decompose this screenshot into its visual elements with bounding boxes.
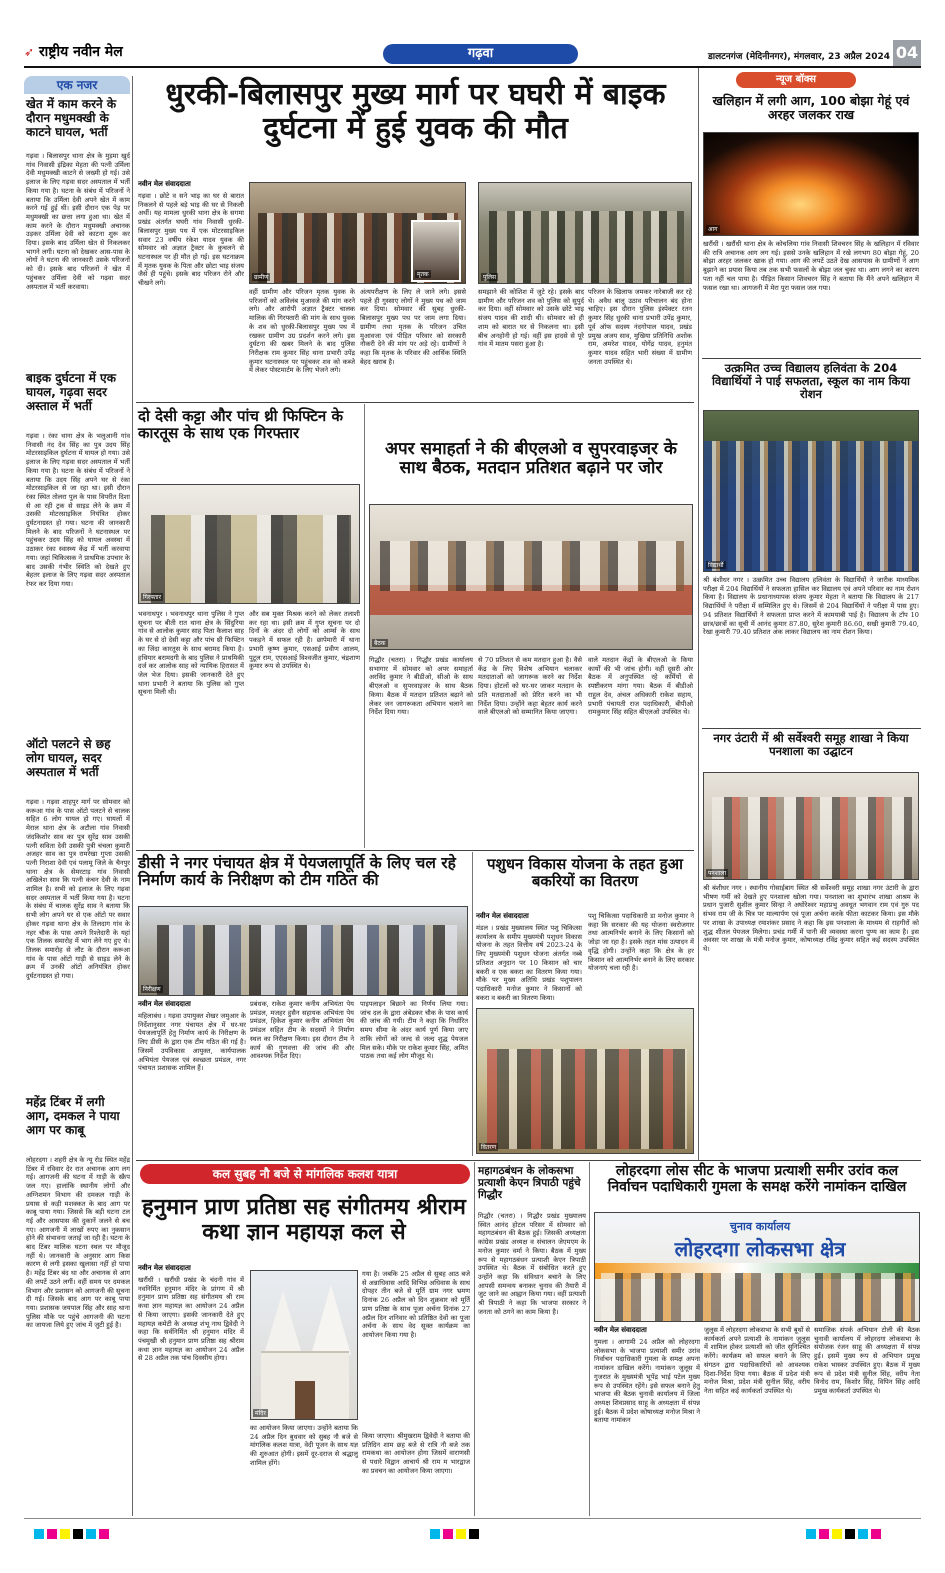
lead-crowd-caption: ग्रामीण [254, 274, 269, 281]
left-story-2-text: गढ़वा । रंका थाना क्षेत्र के भलुआनी गांव निवासी नंद देव सिंह का पुत्र उदय सिंह मोटरसाइकिल दुर्घटना में घायल हो गया। उसे इलाज के लिए गढ़वा सदर अस्पताल में भर्ती किया गया है। घटना के संबंध में परिजनों ने बताया कि उदय सिंह अपने घर से रंका मोटरसाइकिल से जा रहा था। इसी दौरान रंका स्थित तोलरा पुल के पास विपरीत दिशा से आ रही ट्रक से साइड लेने के क्रम में उसकी मोटरसाइकिल नियंत्रित होकर दुर्घटनाग्रस्त हो गया। घटना की जानकारी मिलने के बाद परिजनों ने घटनास्थल पर पहुंचकर उदय सिंह को घायल अवस्था में उठाकर रंका स्वास्थ्य केंद्र में भर्ती करवाया गया। जहां चिकित्सक ने प्राथमिक उपचार के बाद उसकी गंभीर स्थिति को देखते हुए बेहतर इलाज के लिए गढ़वा सदर अस्पताल रेफर कर दिया गया। [26, 432, 130, 588]
lead-text-5: परिजन के खिलाफ जमकर नारेबाजी कर रहे थे। अवैध बालू उठाव परिचालन बंद होना चाहिए। इस दौरान पुलिस इंस्पेक्टर रतन कुमार सिंह धुरकी थाना प्रभारी उपेंद्र कुमार, पूर्व ऑफ सदस्य नंदगोपाल यादव, प्रखंड प्रमुख अजय साव, मुखिया प्रतिनिधि अशोक राम, अमरेश यादव, योगेंद्र यादव, हनुमंत कुमार यादव सहित भारी संख्या में ग्रामीण जनता उपस्थित थे। [588, 288, 692, 366]
meeting-text-3: वाले मतदान केंद्रों के बीएलओ के किया कार्यों की भी जांच होगी। वहीं दूसरी ओर बैठक में अनुपस्थित रहे कर्मियों से स्पष्टीकरण मांगा गया। बैठक में बीडीओ राहुल देव, अंचल अधिकारी राकेश सहाय, प्रभारी पंचायती राज पदाधिकारी, बीपीओ रामकुमार सिंह सहित बीएलओ उपस्थित थे। [588, 656, 693, 717]
lohardaga-sign-2: लोहरदगा लोकसभा क्षेत्र [674, 1237, 846, 1261]
news-box-title [736, 72, 856, 88]
right-rule-1 [702, 358, 921, 359]
lead-headline: धुरकी-बिलासपुर मुख्य मार्ग पर घघरी में बाइक दुर्घटना में हुई युवक की मौत [165, 77, 666, 146]
dc-right-divider [472, 852, 473, 1156]
kalash-right-divider [474, 1162, 475, 1516]
section-banner [383, 44, 578, 64]
left-column-divider [132, 76, 133, 1516]
temple-photo [250, 1270, 358, 1420]
panshala-photo-caption: पनशाला [708, 870, 726, 877]
school-photo-caption: विद्यार्थी [708, 562, 724, 569]
arrest-figures [151, 515, 351, 603]
meeting-text-2: से 70 प्रतिशत से कम मतदान हुआ है। वैसे केंद्र के लिए विशेष अभियान चलाकर मतदाताओं को जागरूक करने का निर्देश दिया। होटलों को घर-घर जाकर मतदान के प्रति मतदाताओं को प्रेरित करने का भी निर्देश दिया। उन्होंने कहा बेहतर कार्य करने वाले बीएलओ को सम्मानित किया जाएगा। [478, 656, 582, 717]
arrest-photo-caption: गिरफ्तार [143, 594, 162, 601]
print-color-bar-right [806, 1524, 916, 1536]
school-students [704, 441, 919, 571]
goat-headline: पशुधन विकास योजना के तहत हुआ बकरियों का वितरण [487, 855, 683, 890]
dc-figures [157, 925, 457, 995]
left-story-3-text: गढ़वा । गढ़वा शाहपुर मार्ग पर सोमवार को करूआ गांव के पास ऑटो पलटने से चालक सहित 6 लोग घायल हो गए। घायलों में मेराल थाना क्षेत्र के अटौला गांव निवासी जंदकिशोर साव का पुत्र सुरेंद्र साव उसकी पत्नी सविता देवी उसकी पुत्री चंचला कुमारी अजहर साव का पुत्र रामरेखा गुप्ता उसकी पत्नी निराशा देवी एवं पलामू जिले के चैनपुर थाना क्षेत्र के सेमरटाड़ गांव निवासी अखिलेश साव कि पत्नी कंचन देवी के नाम शामिल है। सभी को इलाज के लिए गढ़वा सदर अस्पताल में भर्ती किया गया है। घटना के संबंध में चालक सुरेंद्र साव ने बताया कि सभी लोग अपने घर से एक ऑटो पर सवार होकर गढ़वा थाना क्षेत्र के तिलदाग गांव के नहर चौक के पास अपने रिश्तेदारी के यहां एक तिलक समारोह में भाग लेने गए हुए थे। तिलक समारोह से लौट के दौरान करूआ गांव के पास ऑटो गाड़ी से साइड लेने के क्रम में उनकी ऑटो अनियंत्रित होकर दुर्घटनाग्रस्त हो गया। [26, 798, 130, 981]
dateline: डालटनगंज (मेदिनीनगर), मंगलवार, 23 अप्रैल 2024 [707, 52, 890, 62]
meeting-photo-caption: बैठक [374, 640, 386, 647]
lower-rule [136, 1160, 921, 1161]
arrest-photo [138, 484, 360, 604]
left-story-4-text: लोहरदगा । शहरी क्षेत्र के न्यू रोड स्थित महेंद्र टिंबर में रविवार देर रात अचानक आग लग गई। आगजनी की घटना में गाड़ी के स्क्रैप जल गए। हालांकि स्थानीय लोगों और अग्निशमन विभाग की दमकल गाड़ी के प्रयास से कड़ी मशक्कत के बाद आग पर काबू पाया गया। जिससे कि बड़ी घटना टल गई और आसपास की दुकानें जलने से बच गए। आगजनी में लाखों रुपए का नुकसान होने की संभावना जताई जा रही है। घटना के बाद टिंबर मालिक घटना स्थल पर मौजूद नहीं थे। जानकारी के अनुसार आग किस कारण से लगी इसका खुलासा नहीं हो पाया है। महेंद्र टिंबर बंद था और अचानक से आग की लपटें उठने लगीं। वहीं समय पर दमकल विभाग और प्रशासन को आगजनी की सूचना दी गई। जिसके बाद आग पर काबू पाया गया। प्रशासक जयपाल सिंह और साह थाना पुलिस मौके पर पहुंचे आगजनी की घटना का जायजा लिये हुए जांच में जुटी हुई है। [26, 1156, 130, 1330]
fire-headline: खलिहान में लगी आग, 100 बोझा गेहूं एवं अरहर जलकर राख [712, 93, 910, 122]
goat-figures [487, 1049, 687, 1149]
goat-byline: नवीन मेल संवाददाता [476, 912, 529, 920]
lohardaga-sign-1: चुनाव कार्यालय [729, 1220, 791, 1233]
masthead-text: राष्ट्रीय नवीन मेल [38, 44, 123, 60]
left-story-4-title: महेंद्र टिंबर में लगी आग, दमकल ने पाया आग पर काबू [26, 1095, 120, 1137]
right-rule-2 [702, 728, 921, 729]
left-story-3-title: ऑटो पलटने से छह लोग घायल, सदर अस्पताल में भर्ती [26, 737, 111, 779]
lead-text-2: वहीं ग्रामीण और परिजन मृतक युवक के परिजनों को अविलंब मुआवजे की मांग करने लगे। और आरोपी अज्ञात ट्रैक्टर चालक मालिक की गिरफ्तारी की मांग के साथ युवक के शव को धुरकी-बिलासपुर मुख्य पथ में रखकर ग्रामीण उग्र प्रदर्शन करने लगे। इस दुर्घटना की खबर मिलने के बाद पुलिस निरीक्षक राम कुमार सिंह थाना प्रभारी उपेंद्र कुमार घटनास्थल पर पहुंचकर शव को कब्जे में लेकर पोस्टमार्टम के लिए भेजने लगे। [249, 288, 355, 375]
lohardaga-byline: नवीन मेल संवाददाता [594, 1326, 647, 1334]
lohardaga-figures [601, 1273, 915, 1322]
logo-bird-icon: ➶ [24, 45, 35, 59]
mid-rule [136, 850, 694, 851]
left-story-1-title: खेत में काम करने के दौरान मधुमक्खी के काटने घायल, भर्ती [26, 97, 117, 139]
dc-byline: नवीन मेल संवाददाता [138, 1000, 191, 1008]
goat-text-2: पशु चिकित्सा पदाधिकारी डा मनोज कुमार ने कहा कि सरकार की यह योजना स्वरोजगार तथा आत्मनिर्भर बनाने के लिए किसानों को जोड़ा जा रहा है। इसके तहत मांस उत्पादन में वृद्धि होगी। उन्होंने कहा कि क्षेत्र के हर किसान को आत्मनिर्भर बनाने के लिए सरकार योजनाएं चला रही है। [588, 912, 694, 973]
goat-photo-caption: वितरण [481, 1144, 497, 1151]
dc-text-2: प्रबंधक, राकेश कुमार कनीय अभियंता पेय प्रमंडल, मजहर हुसैन सहायक अभियंता पेय प्रमंडल, हिकेश कुमार कनीय अभियंता पेय प्रमंडल सहित टीम के सदस्यों ने निर्माण स्थल का निरीक्षण किया। इस दौरान टीम ने कार्य की गुणवत्ता की जांच की और आवश्यक निर्देश दिए। [250, 1000, 354, 1061]
left-story-2-title: बाइक दुर्घटना में एक घायल, गढ़वा सदर अस्ताल में भर्ती [26, 371, 116, 413]
dc-headline: डीसी ने नगर पंचायत क्षेत्र में पेयजलापूर्ति के लिए चल रहे निर्माण कार्य के निरीक्षण को टीम गठित की [138, 854, 456, 890]
school-photo [703, 410, 919, 572]
lead-text-3: अंत्यपरीक्षण के लिए ले जाने लगे। इससे पहले ही गुस्साए लोगों ने मुख्य पथ को जाम कर दिया। सोमवार की सुबह धुरकी-बिलासपुर मुख्य पथ पर जाम लगा दिया। ग्रामीण तथा मृतक के परिजन उचित मुआवजा एवं पीड़ित परिवार को सरकारी नौकरी देने की मांग पर अड़े रहे। ग्रामीणों ने कहा कि मृतक के परिवार की आर्थिक स्थिति बेहद खराब है। [360, 288, 466, 366]
temple-door [295, 1381, 315, 1419]
mahagath-right-divider [589, 1162, 590, 1516]
kalash-text-4: किया जाएगा। श्रीमुखराम द्विवेदी ने बताया की प्रतिदिन शाम छह बजे से रात्रि नौ बजे तक रामकथा का आयोजन होगा जिसमें वाराणसी से पधारे विद्वान आचार्य श्री राम म भारद्वाज का प्रवचन का आयोजन किया जाएगा। [362, 1432, 470, 1475]
dc-photo-caption: निरीक्षण [143, 986, 161, 993]
panshala-photo [703, 772, 919, 880]
kalash-byline: नवीन मेल संवाददाता [138, 1264, 191, 1272]
lead-police-caption: पुलिस [483, 274, 497, 281]
goat-photo [476, 1008, 694, 1154]
panshala-headline: नगर उंटारी में श्री सर्वेश्वरी समूह शाखा ने किया पनशाला का उद्घाटन [713, 731, 909, 758]
fire-text: खरौंधी । खरौंधी थाना क्षेत्र के कोचलिया गांव निवासी शिवचरन सिंह के खलिहान में रविवार की रात्रि अचानक आग लग गई। इससे उनके खलिहान में रखे लगभग 80 बोझा गेहूं, 20 बोझा अरहर जलकर खाक हो गया। आग की लपटें उठते देख आसपास के ग्रामीणों ने आग बुझाने का प्रयास किया तब तक सभी फसलों के बोझा जल चुका था। आग लगने का कारण पता नहीं चल पाया है। पीड़ित किसान शिवचरन सिंह ने बताया कि मैंने अपने खलिहान में फसल रखा था। आगजनी में मेरा पूरा फसल जल गया। [703, 240, 919, 292]
kalash-banner-text: कल सुबह नौ बजे से मांगलिक कलश यात्रा [212, 1167, 398, 1181]
ek-nazar-heading [24, 76, 130, 94]
fire-photo-caption: आग [708, 226, 718, 233]
footer-rule [24, 1518, 921, 1519]
lohardaga-text-1: गुमला । आगामी 24 अप्रैल को लोहरदगा लोकसभा के भाजपा प्रत्याशी समीर उरांव निर्वाचन पदाधिकारी गुमला के समक्ष अपना नामांकन दाखिल करेंगे। नामांकन जुलूस में गुजरात के मुख्यमंत्री भूपेंद्र भाई पटेल मुख्य रूप से उपस्थित रहेंगे। इसे सफल बनाने हेतु भाजपा की बैठक चुनावी कार्यालय में जिला अध्यक्ष शिवप्रसाद साहू के अध्यक्षता में संपन्न हुई। बैठक में प्रदेश कोषाध्यक्ष मनोज मिश्रा ने बताया नामांकन [594, 1338, 700, 1425]
temple-shikhar-right [311, 1285, 351, 1355]
meeting-figures [380, 541, 684, 591]
kalash-text-2: का आयोजन किया जाएगा। उन्होंने बताया कि 24 अप्रैल दिन बुधवार को सुबह नौ बजे से मांगलिक कलश यात्रा, वेदी पूजन के साथ यज्ञ की शुरुआत होगी। इसमें दूर-दराज से श्रद्धालु शामिल होंगे। [250, 1424, 358, 1467]
dc-text-1: महिलाबंध । गढ़वा उपायुक्त शेखर जमुआर के निर्देशानुसार नगर पंचायत क्षेत्र में घर-घर पेयजलापूर्ति हेतु निर्माण कार्य के निरीक्षण के लिए डीसी के द्वारा एक टीम गठित की गई है। जिसमें उपविकास आयुक्त, कार्यपालक अभियंता पेयजल एवं स्वच्छता प्रमंडल, नगर पंचायत प्रशासक शामिल हैं। [138, 1012, 246, 1073]
lead-byline: नवीन मेल संवाददाता [138, 180, 191, 188]
dc-photo [138, 906, 468, 996]
temple-photo-caption: मंदिर [255, 1410, 266, 1417]
lead-inset-caption: मृतक [417, 271, 429, 278]
mahagath-headline: महागठबंधन के लोकसभा प्रत्याशी केएन त्रिपाठी पहुंचे गिद्धौर [478, 1165, 581, 1201]
mahagath-text: गिद्धौर (चतरा) । गिद्धौर प्रखंड मुख्यालय स्थित आनंद होटल परिसर में सोमवार को महागठबंधन की बैठक हुई। जिसकी अध्यक्षता कांग्रेस प्रखंड अध्यक्ष व संचालन जेएमएम के मनोज कुमार वर्मा ने किया। बैठक में मुख्य रूप से महागठबंधन प्रत्याशी केएन त्रिपाठी उपस्थित थे। बैठक में संबोधित करते हुए उन्होंने कहा कि संविधान बचाने के लिए आपसी समन्वय बनाकर चुनाव की तैयारी में जुट जाने का आह्वान किया गया। वहीं प्रत्याशी श्री त्रिपाठी ने कहा कि भाजपा सरकार ने जनता को ठगने का काम किया है। [478, 1212, 586, 1316]
ek-nazar-label: एक नजर [56, 78, 98, 92]
kalash-text-1: खरौंधी । खरौंधी प्रखंड के चंदनी गांव में नवनिर्मित हनुमान मंदिर के प्रांगण में श्री हनुमान प्राण प्रतिष्ठा सह संगीतमय श्री राम कथा ज्ञान महायज्ञ का आयोजन 24 अप्रैल से किया जाएगा। इसकी जानकारी देते हुए महायज्ञ कमेटी के अध्यक्ष शंभू नाथ द्विवेदी ने कहा कि सर्वनिर्मित श्री हनुमान मंदिर में पंचमुखी श्री हनुमान प्राण प्रतिष्ठा सह श्रीराम कथा ज्ञान महायज्ञ का आयोजन 24 अप्रैल से 28 अप्रैल तक पांच दिवसीय होगा। [138, 1276, 244, 1363]
right-column-divider [698, 68, 699, 1160]
left-story-1-text: गढ़वा । बिलासपुर थाना क्षेत्र के मुड़मा खुर्द गांव निवासी इंद्रिका मेहता की पत्नी उर्मिला देवी मधुमक्खी काटने से जख्मी हो गई। उसे इलाज के लिए गढ़वा सदर अस्पताल में भर्ती किया गया है। घटना के संबंध में परिजनों ने बताया कि उर्मिला देवी अपने खेत में काम करने गई हुई थी। इसी दौरान एक पेड़ पर मधुमक्खी का छत्ता लगा हुआ था। खेत में काम करने के दौरान मधुमक्खी अचानक उड़कर उर्मिला देवी को काटना शुरू कर दिया। इसके बाद उर्मिला खेत से निकलकर भागने लगी। घटना को देखकर आस-पास के लोगों ने घटना की जानकारी उसके परिजनों को दी। इसके बाद परिजनों ने खेत में पहुंचकर उर्मिला देवी को गढ़वा सदर अस्पताल में भर्ती करवाया। [26, 152, 130, 291]
lohardaga-text-2: जुलूस में लोहरदगा लोकसभा के सभी बूथों से कार्यकर्ता अपने प्रत्याशी के नामांकन जुलूस में शामिल होकर प्रत्याशी को जीत सुनिश्चित करेंगे। कार्यक्रम को सफल बनाने के लिए संगठन द्वारा पदाधिकारियों को आवश्यक दिशा-निर्देश दिया गया। बैठक में प्रदेश मंत्री मनोज मिश्रा, प्रदेश मंत्री सुनील सिंह, वरीय नेता सहित कई कार्यकर्ता उपस्थित थे। [704, 1326, 810, 1395]
lohardaga-headline: लोहरदगा लोस सीट के भाजपा प्रत्याशी समीर उरांव कल निर्वाचन पदाधिकारी गुमला के समक्ष करेंगे नामांकन दाखिल [607, 1163, 907, 1195]
arrest-headline: दो देसी कट्टा और पांच थ्री फिफ्टिन के कारतूस के साथ एक गिरफ्तार [138, 407, 343, 442]
temple-shikhar-left [265, 1291, 301, 1351]
fire-photo [703, 132, 919, 236]
dc-text-3: पाइपलाइन बिछाने का निर्णय लिया गया। जांच दल के द्वारा अंबेडकर चौक के पास कार्य की जांच की गयी। टीम ने कहा कि निर्धारित समय सीमा के अंदर कार्य पूर्ण किया जाए ताकि लोगों को जल्द से जल्द शुद्ध पेयजल मिल सके। मौके पर राकेश कुमार सिंह, अमित पाठक तथा कई लोग मौजूद थे। [360, 1000, 468, 1061]
lead-text-1: गढ़वा । छोटे व सने भाइ का घर से बारात निकलने से पहले बड़े भाइ की घर से निकली अर्थी। यह मामला धुरकी थाना क्षेत्र के सगमा प्रखंड अंतर्गत घघरी गांव निवासी धुरकी-बिलासपुर मुख्य पथ में एक मोटरसाइकिल सवार 23 वर्षीय रंकेश यादव युवक की सोमवार को अज्ञात ट्रैक्टर के कुचलने से घटनास्थल पर ही मौत हो गई। इस घटनाक्रम में मृतक युवक के पिता और छोटा भाइ संजय जैसे ही पहुंचे। इसके बाद परिजन रोने और चीखने लगे। [138, 192, 244, 288]
arrest-text-1: भवनाथपुर । भवनाथपुर थाना पुलिस ने गुप्त सूचना पर बीती रात थाना क्षेत्र के सिंदुरिया गांव से आलोक कुमार साह पिता कैलाश साह के घर से दो देसी कट्टा और पांच थ्री फिफ्टिन का जिंदा कारतूस के साथ बरामद किया है। हथियार बरामदगी के बाद पुलिस ने प्राथमिकी दर्ज कर आलोक साह को न्यायिक हिरासत में जेल भेज दिया। इसकी जानकारी देते हुए थाना प्रभारी ने बताया कि पुलिस को गुप्त सूचना मिली थी। [138, 610, 244, 697]
panshala-text: श्री बंशीधर नगर । स्थानीय गोसाईबाग स्थित श्री सर्वेश्वरी समूह शाखा नगर उंटारी के द्वारा भीषण गर्मी को देखते हुए पनशाला खोला गया। पनशाला का शुभारंभ शाखा आश्रम के प्रधान पुजारी सुशील कुमार सिन्हा ने अघोरेश्वर महाप्रभु अवधूत भगवान राम एवं गुरु पद संभव राम जी के चित्र पर माल्यार्पण एवं पूजा अर्चना करके फीता काटकर किया। इस मौके पर शाखा के उपाध्यक्ष रमाशंकर प्रसाद ने कहा कि इस पनशाला के माध्यम से राहगीरों को शुद्ध शीतल पेयजल मिलेगा। प्रचंड गर्मी में पानी की व्यवस्था करना पुण्य का काम है। इस अवसर पर शाखा के मंत्री मनोज कुमार, कोषाध्यक्ष रविंद्र कुमार सहित कई सदस्य उपस्थित थे। [703, 884, 919, 953]
arrest-text-2: और सब मुक्त मिश्रक करने को लेकर तलाशी कर रहा था। इसी क्रम में गुप्त सूचना पर दो दिनों के अंदर दो लोगों को आर्म्स के साथ पकड़ने में सफल रही है। छापेमारी में थाना प्रभारी कृष्ण कुमार, एसआई प्रवीण आलम, पुटूल राम, एएसआई विश्वजीत कुमार, चंद्रशाण कुमार रूप से उपस्थित थे। [249, 610, 360, 671]
lohardaga-text-3: समाजिक संपर्क अभियान टोली की बैठक चुनावी कार्यालय में लोहरदगा लोकसभा के संयोजक रंजन साहू की अध्यक्षता में संपन्न हुई। इसमें मुख्य रूप से अभियान प्रमुख राकेश भास्कर उपस्थित हुए। बैठक में मुख्य रूप से प्रदेश मंत्री सुनील सिंह, वरीय नेता विनोद राम, किशोर सिंह, विपिन सिंह आदि प्रमुख कार्यकर्ता उपस्थित थे। [814, 1326, 920, 1395]
lead-bottom-rule [136, 402, 694, 403]
school-headline: उत्क्रमित उच्च विद्यालय हलिवंता के 204 विद्यार्थियों ने पाई सफलता, स्कूल का नाम किया रोशन [711, 361, 911, 401]
header-rule [24, 66, 921, 68]
kalash-headline: हनुमान प्राण प्रतिष्ठा सह संगीतमय श्रीराम कथा ज्ञान महायज्ञ कल से [142, 1195, 466, 1245]
masthead [24, 42, 164, 64]
kalash-text-3: गया है। जबकि 25 अप्रैल से सुबह आठ बजे से अन्नाधिवास आदि विभिन्न अधिवास के साथ दोपहर तीन बजे से मूर्ति ग्राम नगर भ्रमण दिनांक 26 अप्रैल को दिन शुक्रवार को मूर्ति प्राण प्रतिष्ठा के साथ पूजा अर्चना दिनांक 27 अप्रैल दिन शनिवार को प्रतिष्ठित देवों का पूजा अर्चना के साथ वेद सूक्त कार्यक्रम का आयोजन किया गया है। [362, 1270, 470, 1339]
school-text: श्री बंशीधर नगर । उत्क्रमित उच्च विद्यालय हलिवंता के विद्यार्थियों ने जारीक माध्यमिक परीक्षा में 204 विद्यार्थियों ने सफलता हासिल कर विद्यालय एवं अपने परिवार का नाम रोशन किया है। विद्यालय के प्रधानाध्यापक संजय कुमार मेहता ने बताया कि विद्यालय के 217 विद्यार्थियों ने परीक्षा में सम्मिलित हुए थे। जिसमें से 204 विद्यार्थियों ने परीक्षा में पास हुए। 94 प्रतिशत विद्यार्थियों ने सफलता प्राप्त करने में कामयाबी पाई है। विद्यालय के टॉप 10 छात्र/छात्रों का सूची में आनंद कुमार 87.80, सुरेश कुमारी 86.60, सखी कुमारी 79.40, रेखा कुमारी 79.40 प्रतिशत अंक लाकर विद्यालय का नाम रोशन किया। [703, 576, 919, 637]
meeting-headline: अपर समाहर्ता ने की बीएलओ व सुपरवाइजर के साथ बैठक, मतदान प्रतिशत बढ़ाने पर जोर [385, 439, 677, 479]
news-box-label: न्यूज बॉक्स [775, 74, 817, 85]
meeting-photo [369, 504, 693, 650]
page-number: 04 [893, 40, 921, 66]
print-color-bar-center [430, 1524, 520, 1536]
lead-police-photo [478, 182, 692, 284]
print-color-bar-left [34, 1524, 154, 1536]
lead-inset-photo [411, 220, 461, 282]
arrest-right-divider [364, 404, 365, 848]
kalash-banner [140, 1164, 470, 1184]
lead-text-4: समझाने की कोशिश में जुटे रहे। इसके बाद ग्रामीण और परिजन शव को पुलिस को सुपुर्द कर दिया। वहीं सोमवार को उसके छोटे भाइ संजय यादव की शादी थी। सोमवार को ही शाम को बारात घर से निकलना था। इसी बीच अनहोनी हो गई। वहीं इस हादसे से पूरे गांव में मातम पसरा हुआ है। [478, 288, 584, 349]
goat-text-1: मंडल । प्रखंड मुख्यालय स्थित पशु चिकित्सा कार्यालय के समीप मुख्यमंत्री पशुधन विकास योजना के तहत वित्तीय वर्ष 2023-24 के लिए मुख्यमंत्री पशुधन योजना अंतर्गत नब्बे प्रतिशत अनुदान पर 10 किसान को चार बकरी व एक बकरा का वितरण किया गया। मौके पर मुख्य अतिथि प्रखंड पशुपालन पदाधिकारी मनोज कुमार ने किसानों को बकरा व बकरी का वितरण किया। [476, 924, 582, 1002]
police-figures [489, 211, 684, 283]
panshala-figures [712, 797, 912, 879]
section-name: गढ़वा [467, 46, 494, 61]
lohardaga-photo [594, 1212, 920, 1322]
meeting-text-1: गिद्धौर (चतरा) । गिद्धौर प्रखंड कार्यालय सभागार में सोमवार को अपर समाहर्ता अरविंद कुमार ने बीडीओ, सीओ के साथ बीएलओ व सुपरवाइजर के साथ बैठक किया। बैठक में मतदान प्रतिशत बढ़ाने को लेकर जन जागरूकता अभियान चलाने का निर्देश दिया गया। [369, 656, 473, 717]
